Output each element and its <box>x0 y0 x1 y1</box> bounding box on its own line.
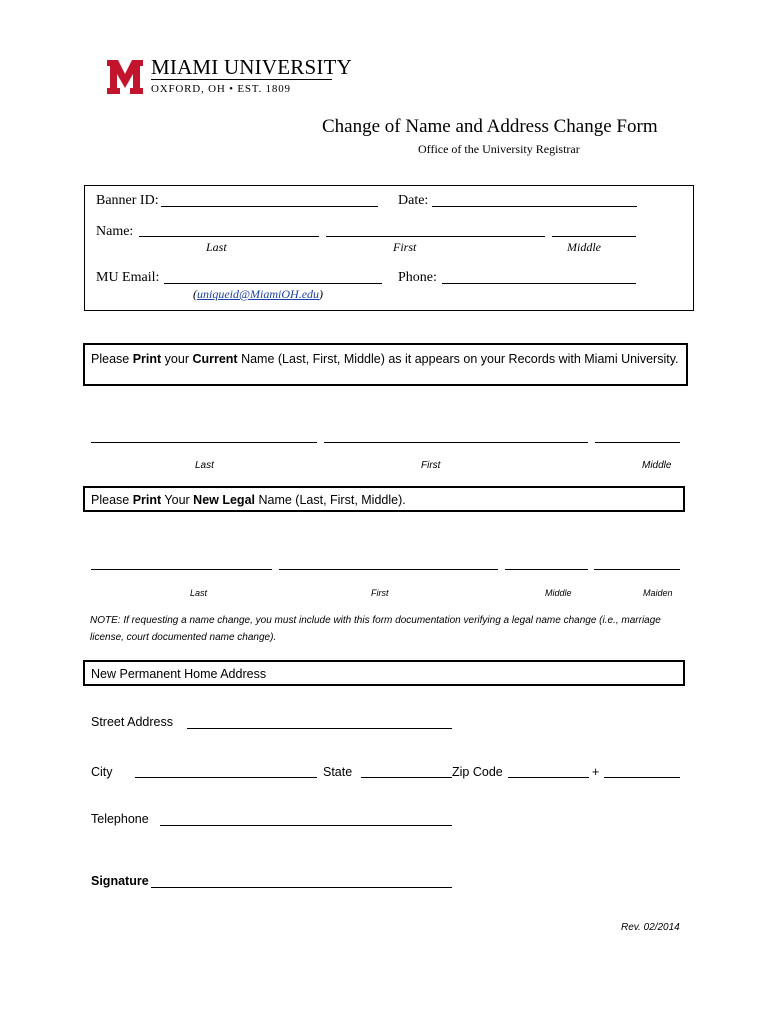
student-info-box <box>84 185 694 311</box>
zip-code-label: Zip Code <box>452 765 503 779</box>
name-middle-caption: Middle <box>567 240 601 254</box>
state-field[interactable] <box>361 777 452 778</box>
telephone-field[interactable] <box>160 825 452 826</box>
state-label: State <box>323 765 353 779</box>
mu-email-label: MU Email: <box>96 270 160 285</box>
university-name: MIAMI UNIVERSITY <box>151 55 352 79</box>
phone-label: Phone: <box>398 270 437 285</box>
legal-maiden-caption: Maiden <box>643 588 673 598</box>
form-title: Change of Name and Address Change Form <box>322 116 658 137</box>
legal-name-instructions: Please Print Your New Legal Name (Last, First, Middle). <box>83 486 685 512</box>
miami-university-logo-icon <box>105 58 145 96</box>
name-label: Name: <box>96 224 134 239</box>
logo-divider <box>151 79 332 80</box>
legal-maiden-field[interactable] <box>594 569 680 570</box>
zip-extension-field[interactable] <box>604 777 680 778</box>
address-section-heading: New Permanent Home Address <box>83 660 685 686</box>
university-location: OXFORD, OH • EST. 1809 <box>151 83 291 95</box>
current-first-field[interactable] <box>324 442 588 443</box>
name-first-field[interactable] <box>326 236 545 237</box>
street-address-label: Street Address <box>91 715 173 729</box>
city-label: City <box>91 765 113 779</box>
banner-id-label: Banner ID: <box>96 193 159 208</box>
legal-first-field[interactable] <box>279 569 498 570</box>
zip-code-field[interactable] <box>508 777 589 778</box>
legal-middle-field[interactable] <box>505 569 588 570</box>
phone-field[interactable] <box>442 283 636 284</box>
name-first-caption: First <box>393 240 417 254</box>
form-subtitle: Office of the University Registrar <box>418 142 580 156</box>
date-field[interactable] <box>432 206 637 207</box>
current-name-instructions: Please Print your Current Name (Last, First, Middle) as it appears on your Records with Miami University. <box>83 343 688 386</box>
legal-first-caption: First <box>371 588 389 598</box>
signature-field[interactable] <box>151 887 452 888</box>
name-middle-field[interactable] <box>552 236 636 237</box>
legal-middle-caption: Middle <box>545 588 572 598</box>
telephone-label: Telephone <box>91 812 149 826</box>
city-field[interactable] <box>135 777 317 778</box>
legal-last-field[interactable] <box>91 569 272 570</box>
current-middle-caption: Middle <box>642 460 672 471</box>
mu-email-field[interactable] <box>164 283 382 284</box>
street-address-field[interactable] <box>187 728 452 729</box>
name-change-note: NOTE: If requesting a name change, you must include with this form documentation verifying a legal name change (i.e., marriage license, court documented name change). <box>90 615 661 643</box>
current-middle-field[interactable] <box>595 442 680 443</box>
date-label: Date: <box>398 193 429 208</box>
revision-date: Rev. 02/2014 <box>621 922 680 933</box>
current-last-caption: Last <box>195 460 214 471</box>
current-first-caption: First <box>421 460 441 471</box>
name-last-field[interactable] <box>139 236 319 237</box>
email-format-hint: (uniqueid@MiamiOH.edu) <box>193 287 324 301</box>
name-last-caption: Last <box>206 240 227 254</box>
email-hint-link[interactable]: uniqueid@MiamiOH.edu <box>197 287 320 301</box>
zip-plus-sign: + <box>592 765 600 779</box>
signature-label: Signature <box>91 874 149 888</box>
current-last-field[interactable] <box>91 442 317 443</box>
banner-id-field[interactable] <box>161 206 378 207</box>
legal-last-caption: Last <box>190 588 208 598</box>
